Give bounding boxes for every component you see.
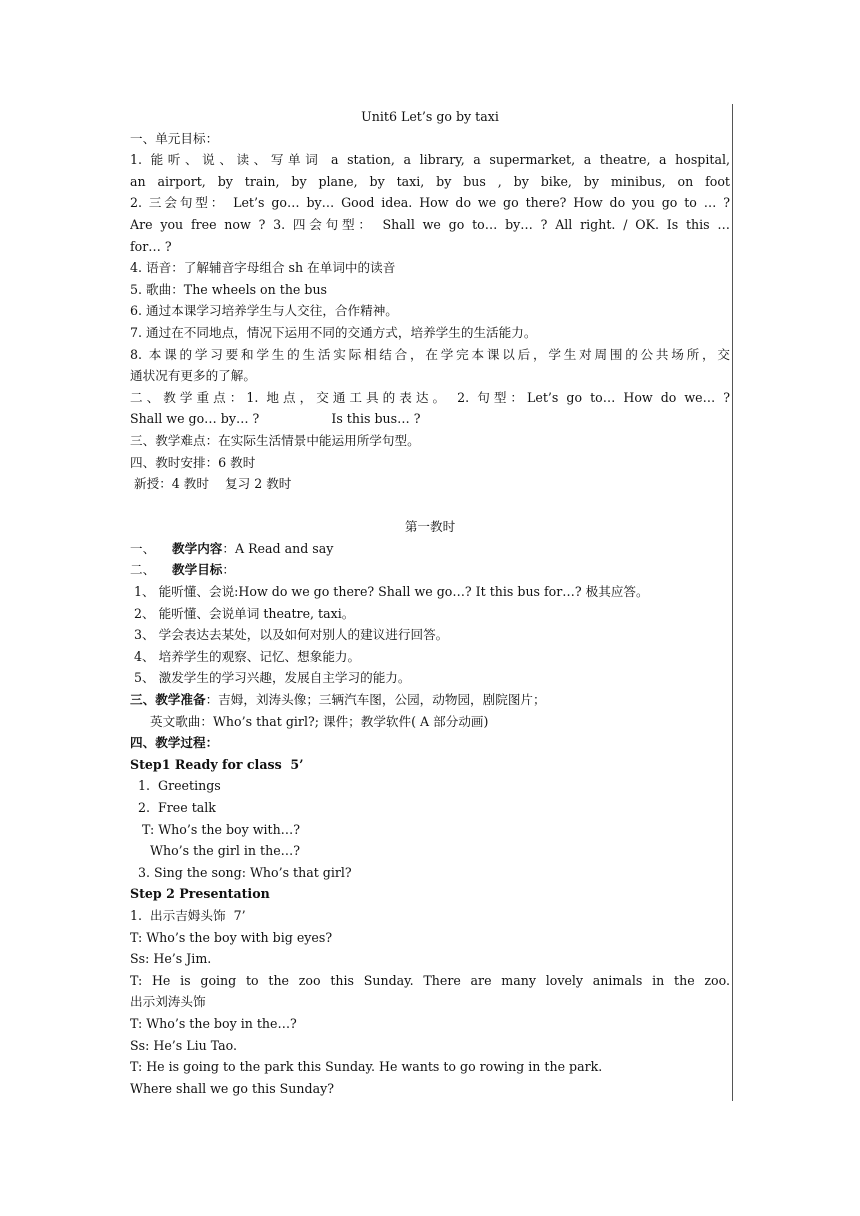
schedule-detail-line: 新授：4 教时 复习 2 教时 — [130, 476, 292, 492]
schedule-line: 四、教时安排：6 教时 — [130, 454, 256, 470]
goal-line: 7. 通过在不同地点，情况下运用不同的交通方式，培养学生的生活能力。 — [130, 324, 537, 340]
item-label: 教学内容 — [172, 540, 223, 556]
item-text: ：A Read and say — [222, 540, 334, 556]
goal-line: 1. 能听、说、读、写单词 a station, a library, a supermarket, a theatre, a hospital, — [130, 152, 730, 168]
goal-item: 3、 学会表达去某处，以及如何对别人的建议进行回答。 — [130, 627, 449, 643]
goal-line: 通状况有更多的了解。 — [130, 368, 256, 384]
goal-line: 6. 通过本课学习培养学生与人交往，合作精神。 — [130, 303, 398, 319]
goal-item: 5、 激发学生的学习兴趣，发展自主学习的能力。 — [130, 670, 411, 686]
lesson-prep-line — [130, 689, 730, 711]
step-line: T: Who’s the boy with…? — [130, 821, 301, 837]
item-label: 教学目标 — [172, 562, 223, 578]
goal-line: 8. 本课的学习要和学生的生活实际相结合，在学完本课以后，学生对周围的公共场所，交 — [130, 346, 730, 362]
step-line: 1. 出示吉姆头饰 7’ — [130, 907, 246, 923]
section-unit-goals-heading: 一、单元目标： — [130, 130, 219, 146]
goal-line: an airport, by train, by plane, by taxi, by bus , by bike, by minibus, on foot — [130, 173, 730, 189]
goal-item: 1、 能听懂、会说:How do we go there? Shall we go…? It this bus for…? 极其应答。 — [130, 584, 649, 600]
lesson-content-line — [130, 538, 730, 560]
lesson-title: 第一教时 — [404, 519, 456, 535]
key-points-line: 二、教学重点：1. 地点，交通工具的表达。 2. 句型：Let’s go to… How do we… ? — [130, 389, 730, 405]
table-border-right — [732, 104, 733, 1101]
step-line: T: Who’s the boy with big eyes? — [130, 929, 333, 945]
lesson-prep-line-2: 英文歌曲：Who’s that girl?; 课件；教学软件( A 部分动画) — [130, 713, 489, 729]
goal-line: 2. 三会句型： Let’s go… by… Good idea. How do we go there? How do you go to … ? — [130, 195, 730, 211]
goal-line: 5. 歌曲：The wheels on the bus — [130, 281, 328, 297]
step-line: Where shall we go this Sunday? — [130, 1080, 334, 1096]
step-line: 3. Sing the song: Who’s that girl? — [130, 864, 352, 880]
spacer — [130, 495, 730, 517]
step-line: T: He is going to the zoo this Sunday. There are many lovely animals in the zoo. — [130, 972, 730, 988]
step-line: Ss: He’s Liu Tao. — [130, 1037, 238, 1053]
step-line: T: He is going to the park this Sunday. He wants to go rowing in the park. — [130, 1059, 603, 1075]
goal-line: 4. 语音：了解辅音字母组合 sh 在单词中的读音 — [130, 260, 396, 276]
goal-line: for… ? — [130, 238, 172, 254]
goal-item: 2、 能听懂、会说单词 theatre, taxi。 — [130, 605, 355, 621]
item-number: 二、 — [130, 562, 156, 578]
goal-line: Are you free now ? 3. 四会句型： Shall we go to… by… ? All right. / OK. Is this … — [130, 216, 730, 232]
document-body — [130, 106, 730, 1099]
step-line: Who’s the girl in the…? — [130, 843, 301, 859]
step-line: 2. Free talk — [130, 800, 216, 815]
process-heading: 四、教学过程： — [130, 735, 219, 751]
step1-heading: Step1 Ready for class 5’ — [130, 756, 304, 772]
step-line: 1. Greetings — [130, 778, 221, 794]
step-line: T: Who’s the boy in the…? — [130, 1015, 297, 1031]
key-points-line: Shall we go… by… ? Is this bus… ? — [130, 411, 421, 427]
step2-heading: Step 2 Presentation — [130, 886, 270, 902]
step-line: 出示刘涛头饰 — [130, 994, 206, 1010]
lesson-goals-line — [130, 559, 730, 581]
goal-item: 4、 培养学生的观察、记忆、想象能力。 — [130, 648, 361, 664]
item-text: ：吉姆，刘涛头像；三辆汽车图，公园，动物园，剧院图片； — [205, 692, 546, 708]
step-line: Ss: He’s Jim. — [130, 951, 212, 967]
item-number: 一、 — [130, 540, 156, 556]
unit-title: Unit6 Let’s go by taxi — [361, 109, 499, 124]
item-label: 三、教学准备 — [130, 692, 206, 708]
item-text: ： — [222, 562, 235, 578]
difficulty-line: 三、教学难点：在实际生活情景中能运用所学句型。 — [130, 432, 420, 448]
